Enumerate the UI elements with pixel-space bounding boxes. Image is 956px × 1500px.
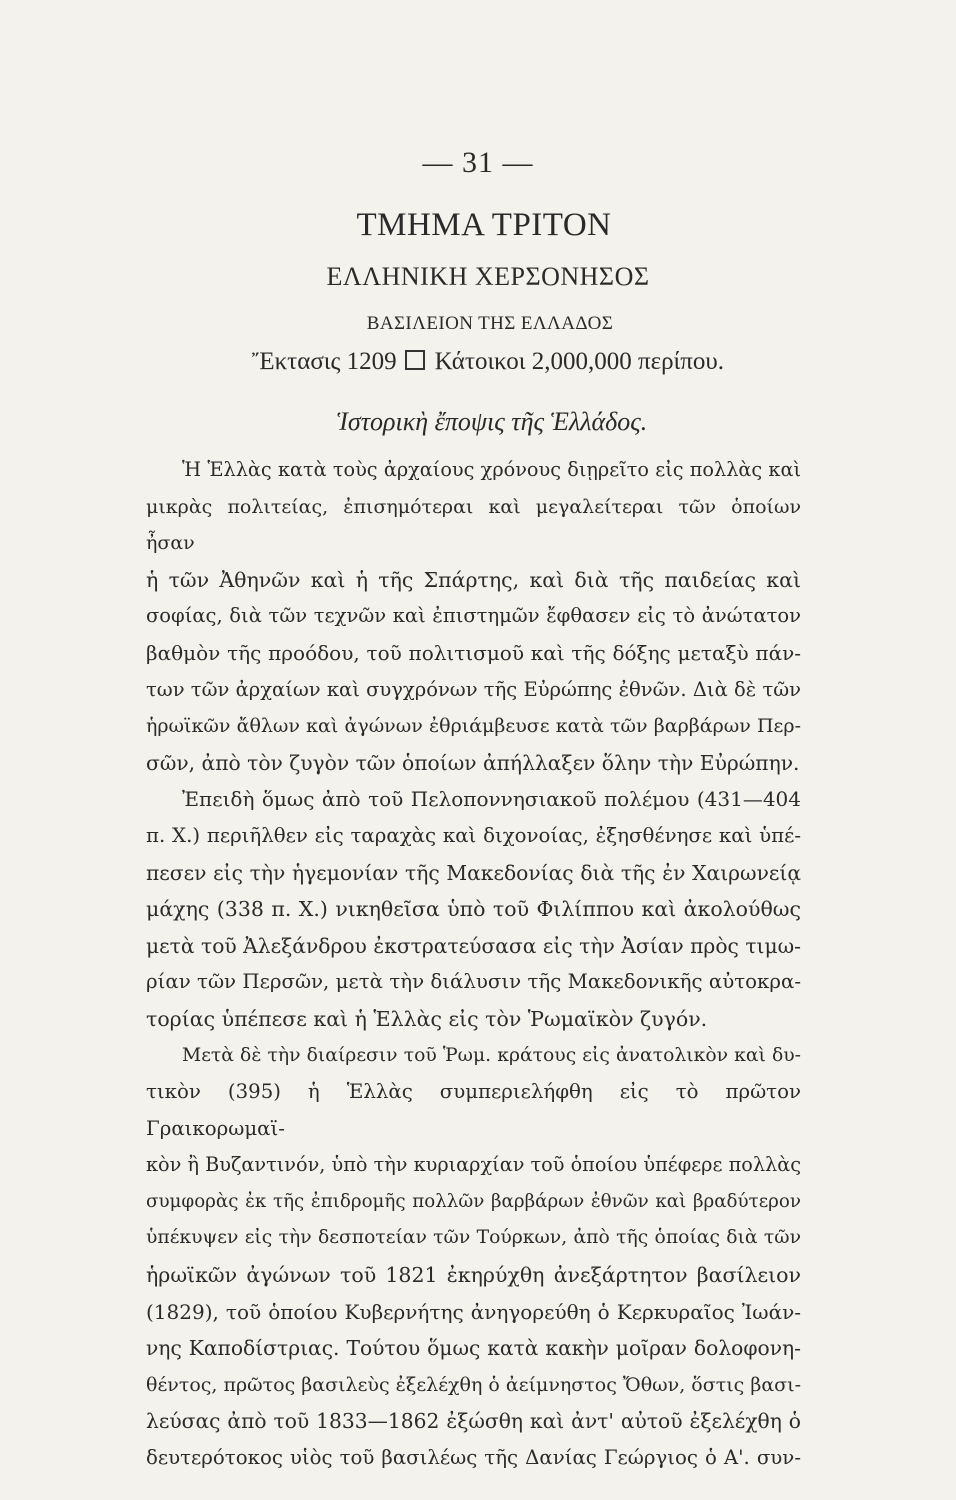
- text-line: δευτερότοκος υἱὸς τοῦ βασιλέως τῆς Δανίας Γεώργιος ὁ Α'. συν-: [146, 1446, 801, 1470]
- text-line: ἡρωϊκῶν ἀγώνων τοῦ 1821 ἐκηρύχθη ἀνεξάρτητον βασίλειον: [146, 1263, 801, 1288]
- kingdom-title: ΒΑΣΙΛΕΙΟΝ ΤΗΣ ΕΛΛΑΔΟΣ: [366, 313, 614, 334]
- stats-line: [10, 348, 956, 376]
- text-line: συμφορὰς ἐκ τῆς ἐπιδρομῆς πολλῶν βαρβάρων ἐθνῶν καὶ βραδύτερον: [146, 1190, 801, 1212]
- region-title: ΕΛΛΗΝΙΚΗ ΧΕΡΣΟΝΗΣΟΣ: [326, 262, 650, 291]
- text-line: π. Χ.) περιῆλθεν εἰς ταραχὰς καὶ διχονοίας, ἐξησθένησε καὶ ὑπέ-: [146, 823, 801, 847]
- population-label: Κάτοικοι 2,000,000 περίπου.: [434, 348, 725, 375]
- text-line: ρίαν τῶν Περσῶν, μετὰ τὴν διάλυσιν τῆς Μακεδονικῆς αὐτοκρα-: [146, 970, 801, 994]
- section-title: ΤΜΗΜΑ ΤΡΙΤΟΝ: [356, 207, 612, 243]
- text-line: βαθμὸν τῆς προόδου, τοῦ πολιτισμοῦ καὶ τῆς δόξης μεταξὺ πάν-: [146, 640, 801, 665]
- text-line: (1829), τοῦ ὁποίου Κυβερνήτης ἀνηγορεύθη ὁ Κερκυραῖος Ἰωάν-: [146, 1299, 801, 1324]
- text-line: ἡ τῶν Ἀθηνῶν καὶ ἡ τῆς Σπάρτης, καὶ διὰ τῆς παιδείας καὶ: [146, 567, 801, 592]
- subheading: Ἱστορικὴ ἔποψις τῆς Ἑλλάδος.: [336, 407, 648, 436]
- text-line: Ἐπειδὴ ὅμως ἀπὸ τοῦ Πελοποννησιακοῦ πολέμου (431—404: [182, 787, 801, 812]
- text-line: Ἡ Ἑλλὰς κατὰ τοὺς ἀρχαίους χρόνους διῃρεῖτο εἰς πολλὰς καὶ: [182, 458, 801, 481]
- text-line: μικρὰς πολιτείας, ἐπισημότεραι καὶ μεγαλείτεραι τῶν ὁποίων ἦσαν: [146, 495, 801, 555]
- text-line: μετὰ τοῦ Ἀλεξάνδρου ἐκστρατεύσασα εἰς τὴν Ἀσίαν πρὸς τιμω-: [146, 933, 801, 958]
- text-line: σῶν, ἀπὸ τὸν ζυγὸν τῶν ὁποίων ἀπήλλαξεν ὅλην τὴν Εὐρώπην.: [146, 750, 800, 775]
- area-label: Ἔκτασις 1209: [251, 348, 397, 375]
- body-text: [146, 452, 801, 1477]
- text-line: τικὸν (395) ἡ Ἑλλὰς συμπεριελήφθη εἰς τὸ πρῶτον Γραικορωμαϊ-: [146, 1080, 801, 1140]
- text-line: Μετὰ δὲ τὴν διαίρεσιν τοῦ Ῥωμ. κράτους εἰς ἀνατολικὸν καὶ δυ-: [182, 1044, 801, 1066]
- square-unit-icon: [405, 350, 425, 370]
- text-line: θέντος, πρῶτος βασιλεὺς ἐξελέχθη ὁ ἀείμνηστος Ὄθων, ὅστις βασι-: [146, 1373, 801, 1396]
- page-number: — 31 —: [422, 146, 534, 179]
- text-line: σοφίας, διὰ τῶν τεχνῶν καὶ ἐπιστημῶν ἔφθασεν εἰς τὸ ἀνώτατον: [146, 604, 801, 628]
- text-line: λεύσας ἀπὸ τοῦ 1833—1862 ἐξώσθη καὶ ἀντ' αὐτοῦ ἐξελέχθη ὁ: [146, 1409, 801, 1434]
- text-line: ἡρωϊκῶν ἄθλων καὶ ἀγώνων ἐθριάμβευσε κατὰ τῶν βαρβάρων Περ-: [146, 715, 801, 738]
- text-line: μάχης (338 π. Χ.) νικηθεῖσα ὑπὸ τοῦ Φιλίππου καὶ ἀκολούθως: [146, 897, 801, 922]
- text-line: των τῶν ἀρχαίων καὶ συγχρόνων τῆς Εὐρώπης ἐθνῶν. Διὰ δὲ τῶν: [146, 677, 801, 701]
- text-line: νης Καποδίστριας. Τούτου ὅμως κατὰ κακὴν μοῖραν δολοφονη-: [146, 1336, 801, 1361]
- text-line: ὑπέκυψεν εἰς τὴν δεσποτείαν τῶν Τούρκων, ἀπὸ τῆς ὁποίας διὰ τῶν: [146, 1227, 801, 1249]
- text-line: τορίας ὑπέπεσε καὶ ἡ Ἑλλὰς εἰς τὸν Ῥωμαϊκὸν ζυγόν.: [146, 1006, 708, 1031]
- text-line: κὸν ἢ Βυζαντινόν, ὑπὸ τὴν κυριαρχίαν τοῦ ὁποίου ὑπέφερε πολλὰς: [146, 1153, 801, 1177]
- text-line: πεσεν εἰς τὴν ἡγεμονίαν τῆς Μακεδονίας διὰ τῆς ἐν Χαιρωνείᾳ: [146, 860, 801, 885]
